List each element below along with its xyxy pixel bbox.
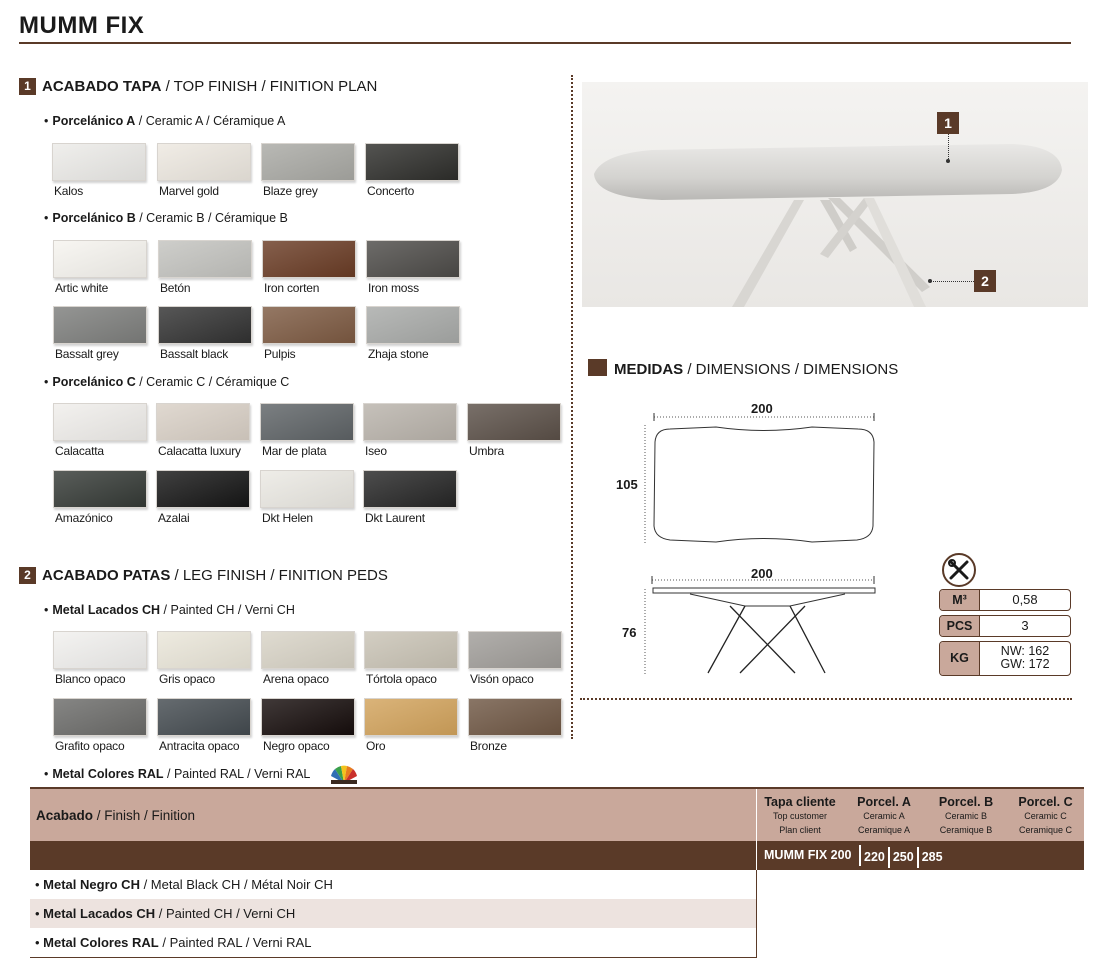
swatch-color-chip (260, 470, 354, 508)
price-ceramic-c: 285 (921, 850, 943, 864)
swatch-label: Dkt Laurent (365, 511, 425, 525)
column-sub: Ceramic A (863, 811, 905, 821)
section-heading-rest: / TOP FINISH / FINITION PLAN (161, 78, 378, 95)
swatch-color-chip (261, 698, 355, 736)
finish-swatch (366, 240, 460, 295)
swatch-label: Bassalt grey (55, 347, 119, 361)
swatch-label: Bronze (470, 739, 507, 753)
column-ceramic-c (1007, 789, 1084, 841)
column-sub: Ceramique A (857, 825, 911, 835)
metal-ral-bold: Metal Colores RAL (52, 767, 164, 781)
finish-swatch (53, 403, 147, 458)
swatch-color-chip (262, 306, 356, 344)
finish-swatch (261, 143, 355, 198)
swatch-color-chip (260, 403, 354, 441)
finish-swatch (364, 698, 458, 753)
metal-ral-rest: / Painted RAL / Verni RAL (163, 767, 311, 781)
finish-swatch (260, 403, 354, 458)
swatch-color-chip (363, 403, 457, 441)
column-sub: Ceramic B (944, 811, 987, 821)
price-ceramic-a: 220 (861, 847, 890, 868)
swatch-label: Calacatta (55, 444, 104, 458)
title-divider (19, 42, 1071, 44)
marker-2-leader (931, 281, 974, 282)
swatch-color-chip (53, 698, 147, 736)
marker-1-leader (948, 134, 949, 161)
vertical-dotted-divider (571, 75, 573, 739)
swatch-label: Iron moss (368, 281, 419, 295)
finish-swatch (156, 470, 250, 525)
gross-weight: GW: 172 (1000, 657, 1050, 671)
swatch-color-chip (261, 631, 355, 669)
bullet: • (44, 114, 49, 128)
finish-header-bold: Acabado (36, 808, 94, 823)
marker-1-dot (946, 159, 950, 163)
swatch-label: Dkt Helen (262, 511, 313, 525)
finish-swatch (364, 631, 458, 686)
metal-ch-rest: / Painted CH / Verni CH (160, 603, 295, 617)
bullet: • (44, 767, 49, 781)
top-width-label: 200 (751, 401, 773, 416)
swatch-label: Antracita opaco (159, 739, 240, 753)
swatch-color-chip (156, 403, 250, 441)
swatch-label: Oro (366, 739, 386, 753)
weight-value (980, 642, 1070, 675)
ceramic-b-heading (44, 211, 288, 225)
finish-swatch (53, 470, 147, 525)
finish-swatch (53, 698, 147, 753)
column-sub: Top customer (772, 811, 828, 821)
side-width-label: 200 (751, 566, 773, 581)
marker-2: 2 (974, 270, 996, 292)
finish-swatch (365, 143, 459, 198)
marker-1: 1 (937, 112, 959, 134)
column-title: Porcel. B (938, 795, 994, 809)
finish-swatch (468, 698, 562, 753)
band-spacer (30, 841, 757, 870)
swatch-color-chip (53, 470, 147, 508)
finish-swatch (363, 403, 457, 458)
model-price-band (30, 841, 1084, 870)
column-sub: Ceramic C (1024, 811, 1067, 821)
bullet: • (44, 375, 49, 389)
bullet: • (44, 211, 49, 225)
swatch-color-chip (467, 403, 561, 441)
swatch-color-chip (53, 631, 147, 669)
swatch-color-chip (363, 470, 457, 508)
swatch-color-chip (364, 698, 458, 736)
swatch-label: Blaze grey (263, 184, 318, 198)
ral-color-fan-icon (329, 763, 359, 785)
finish-swatch (53, 306, 147, 361)
packaging-info-table (939, 589, 1071, 680)
column-title: Porcel. C (1018, 795, 1073, 809)
finish-row-bold: Metal Colores RAL (43, 935, 159, 950)
finish-row-rest: / Painted RAL / Verni RAL (158, 935, 312, 950)
swatch-color-chip (365, 143, 459, 181)
swatch-color-chip (468, 698, 562, 736)
finish-header-rest: / Finish / Finition (93, 808, 196, 823)
finish-swatch (261, 698, 355, 753)
swatch-color-chip (157, 698, 251, 736)
finish-swatch (53, 631, 147, 686)
finish-swatch (52, 143, 146, 198)
swatch-label: Iseo (365, 444, 387, 458)
ceramic-a-rest: / Ceramic A / Céramique A (135, 114, 286, 128)
swatch-color-chip (53, 403, 147, 441)
price-ceramic-b: 250 (890, 847, 919, 868)
section-number-2: 2 (19, 567, 36, 584)
price-table (30, 787, 1084, 958)
dimensions-square-icon (588, 359, 607, 376)
swatch-label: Bassalt black (160, 347, 229, 361)
swatch-color-chip (156, 470, 250, 508)
swatch-label: Concerto (367, 184, 415, 198)
section-leg-finish-heading (19, 567, 388, 584)
swatch-color-chip (158, 306, 252, 344)
price-table-bottom-rule (30, 957, 757, 958)
swatch-label: Umbra (469, 444, 505, 458)
column-title: Tapa cliente (764, 795, 836, 809)
dimensions-rest: / DIMENSIONS / DIMENSIONS (683, 361, 899, 378)
horizontal-dotted-divider (580, 698, 1072, 700)
ceramic-c-bold: Porcelánico C (52, 375, 136, 389)
section-number-1: 1 (19, 78, 36, 95)
swatch-color-chip (262, 240, 356, 278)
dimensions-bold: MEDIDAS (614, 361, 684, 378)
pieces-key: PCS (940, 616, 980, 636)
swatch-color-chip (158, 240, 252, 278)
swatch-color-chip (468, 631, 562, 669)
finish-swatch (157, 631, 251, 686)
finish-swatch (53, 240, 147, 295)
pieces-row (939, 615, 1071, 637)
finish-swatch (261, 631, 355, 686)
swatch-color-chip (53, 240, 147, 278)
swatch-label: Arena opaco (263, 672, 329, 686)
finish-swatch (366, 306, 460, 361)
marker-2-dot (928, 279, 932, 283)
finish-swatch (157, 698, 251, 753)
metal-ch-bold: Metal Lacados CH (52, 603, 161, 617)
ceramic-a-heading (44, 114, 285, 128)
section-heading-bold: ACABADO PATAS (42, 567, 171, 584)
top-depth-label: 105 (616, 477, 638, 492)
finish-row-painted-ch: • Metal Lacados CH / Painted CH / Verni CH (30, 899, 757, 928)
swatch-label: Visón opaco (470, 672, 534, 686)
swatch-label: Zhaja stone (368, 347, 429, 361)
finish-swatch (467, 403, 561, 458)
swatch-label: Grafito opaco (55, 739, 125, 753)
swatch-label: Iron corten (264, 281, 320, 295)
finish-row-bold: Metal Lacados CH (43, 906, 156, 921)
finish-row-rest: / Painted CH / Verni CH (155, 906, 296, 921)
metal-ch-heading (44, 603, 295, 617)
finish-swatch (262, 240, 356, 295)
finish-row-rest: / Metal Black CH / Métal Noir CH (139, 877, 333, 892)
model-name: MUMM FIX 200 (757, 845, 861, 866)
swatch-label: Tórtola opaco (366, 672, 437, 686)
volume-value: 0,58 (1012, 592, 1038, 607)
ceramic-a-bold: Porcelánico A (52, 114, 136, 128)
swatch-label: Azalai (158, 511, 190, 525)
swatch-color-chip (157, 143, 251, 181)
ceramic-b-bold: Porcelánico B (52, 211, 136, 225)
volume-key: M³ (940, 590, 980, 610)
swatch-color-chip (157, 631, 251, 669)
assembly-tools-icon (942, 553, 976, 587)
swatch-label: Mar de plata (262, 444, 327, 458)
net-weight: NW: 162 (1000, 644, 1050, 658)
column-ceramic-a (843, 789, 925, 841)
swatch-label: Blanco opaco (55, 672, 126, 686)
finish-row-bold: Metal Negro CH (43, 877, 140, 892)
swatch-color-chip (364, 631, 458, 669)
pieces-value: 3 (1021, 618, 1029, 633)
swatch-label: Pulpis (264, 347, 296, 361)
swatch-label: Amazónico (55, 511, 113, 525)
swatch-color-chip (52, 143, 146, 181)
column-sub: Ceramique C (1018, 825, 1073, 835)
finish-column-header (30, 789, 757, 841)
swatch-label: Kalos (54, 184, 84, 198)
ceramic-b-rest: / Ceramic B / Céramique B (135, 211, 288, 225)
finish-row-painted-ral: • Metal Colores RAL / Painted RAL / Verni RAL (30, 928, 757, 957)
swatch-color-chip (366, 306, 460, 344)
finish-swatch (468, 631, 562, 686)
side-height-label: 76 (622, 625, 637, 640)
finish-swatch (157, 143, 251, 198)
swatch-label: Negro opaco (263, 739, 330, 753)
finish-swatch (262, 306, 356, 361)
swatch-label: Artic white (55, 281, 109, 295)
swatch-label: Calacatta luxury (158, 444, 241, 458)
weight-key: KG (940, 642, 980, 675)
column-sub: Ceramique B (939, 825, 993, 835)
dimensions-heading (588, 359, 898, 378)
price-table-header (30, 787, 1084, 841)
finish-swatch (363, 470, 457, 525)
finish-swatch (260, 470, 354, 525)
swatch-color-chip (261, 143, 355, 181)
finish-row-metal-black: • Metal Negro CH / Metal Black CH / Métal Noir CH (30, 870, 757, 899)
column-top-customer (757, 789, 843, 841)
table-product-image (582, 82, 1088, 307)
section-heading-bold: ACABADO TAPA (42, 78, 162, 95)
section-heading-rest: / LEG FINISH / FINITION PEDS (170, 567, 388, 584)
finish-swatch (158, 306, 252, 361)
weight-row (939, 641, 1071, 676)
ceramic-c-heading (44, 375, 289, 389)
section-top-finish-heading (19, 78, 377, 95)
finish-swatch (156, 403, 250, 458)
dimension-drawings (640, 410, 885, 680)
swatch-color-chip (366, 240, 460, 278)
swatch-color-chip (53, 306, 147, 344)
ceramic-c-rest: / Ceramic C / Céramique C (135, 375, 290, 389)
swatch-label: Marvel gold (159, 184, 219, 198)
volume-row (939, 589, 1071, 611)
column-ceramic-b (925, 789, 1007, 841)
bullet: • (44, 603, 49, 617)
swatch-label: Betón (160, 281, 191, 295)
swatch-label: Gris opaco (159, 672, 216, 686)
page-title: MUMM FIX (19, 12, 145, 39)
finish-swatch (158, 240, 252, 295)
column-sub: Plan client (779, 825, 821, 835)
metal-ral-heading (44, 767, 310, 781)
column-title: Porcel. A (857, 795, 911, 809)
